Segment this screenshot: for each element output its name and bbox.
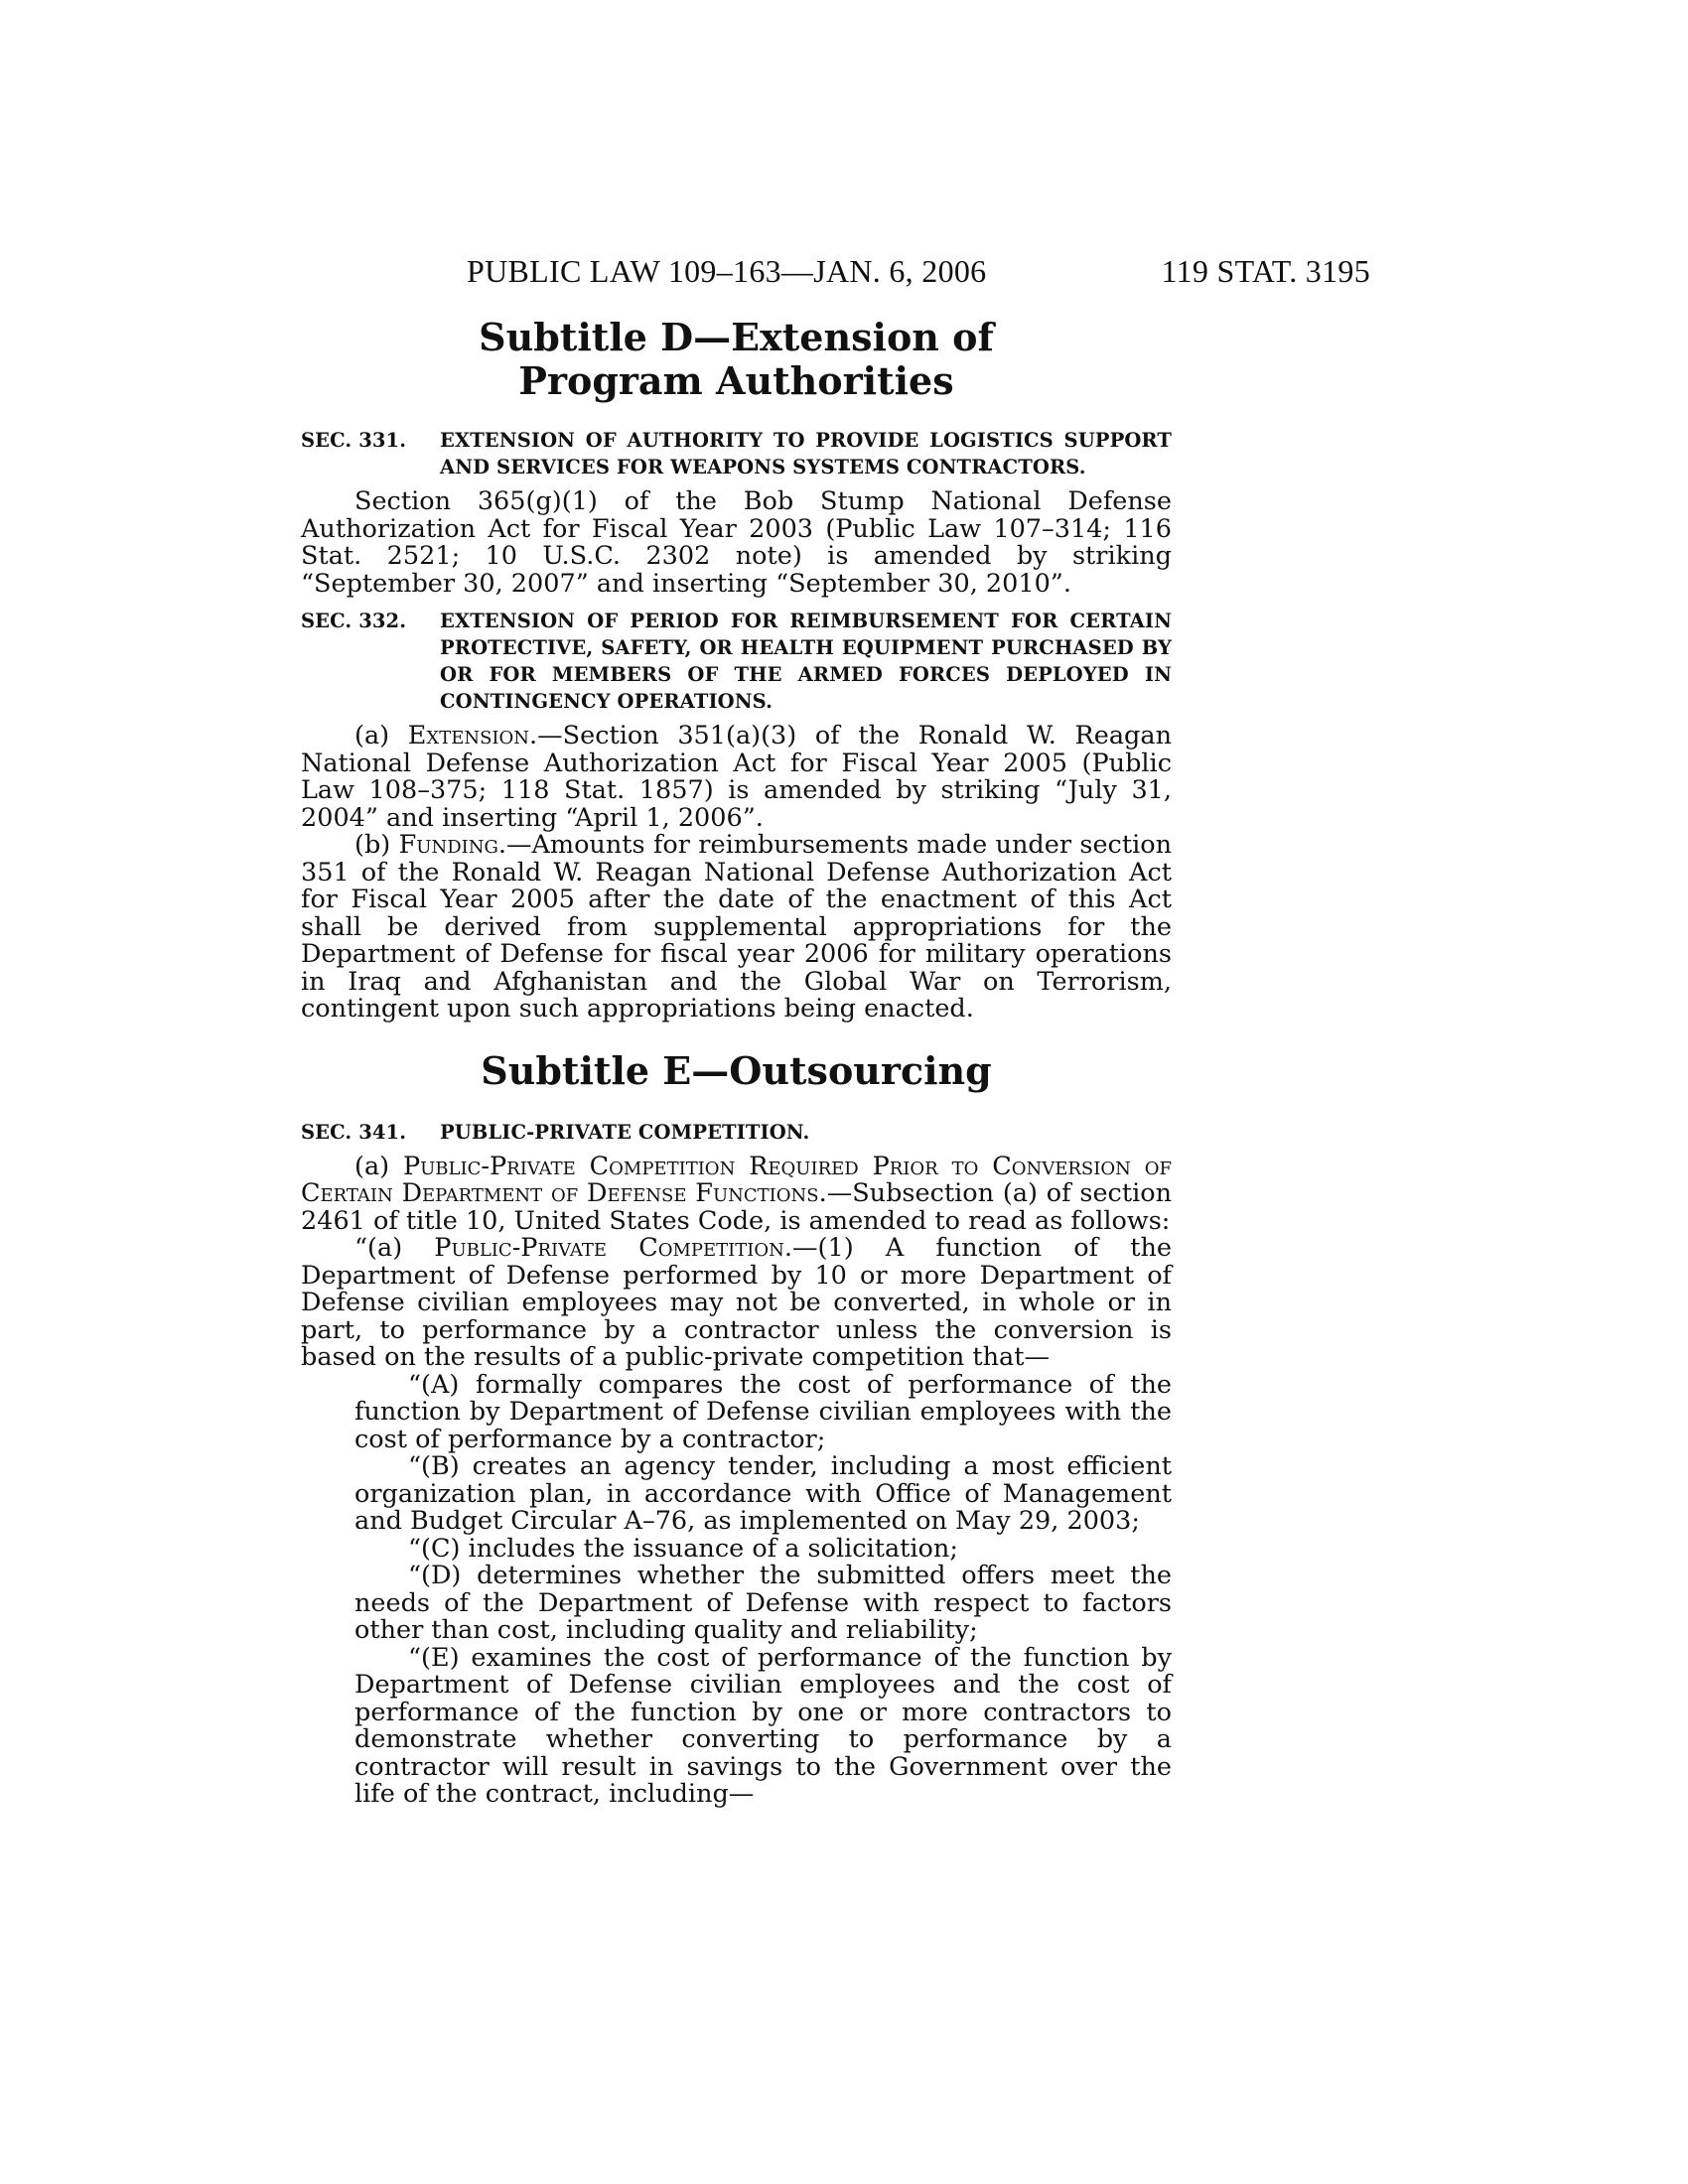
subsection-caption: Funding [398,830,498,860]
subsection-text: .—Amounts for reimbursements made under section 351 of the Ronald W. Reagan National Defense Authorization Act for Fiscal Year 2005 after the date of the enactment of this Act shall be derived from supplemental appropriations for the Department of Defense for fiscal year 2006 for military operations in Iraq and Afghanistan and the Global War on Terrorism, contingent upon such appropriations being enacted. [301,830,1172,1024]
subsection-label: “(a) [354,1233,435,1263]
subtitle-e-heading: Subtitle E—Outsourcing [481,1047,992,1093]
subsection-caption: Public-Private Competition Required Prior to Conversion of Certain Department of Defense Functions [301,1151,1172,1208]
section-heading [301,1119,1172,1146]
clause-e: “(E) examines the cost of performance of the function by Department of Defense civilian employees and the cost of performance of the function by one or more contractors to demonstrate whether converting to performance by a contractor will result in savings to the Government over the life of the contract, including— [354,1642,1172,1809]
clause-b: “(B) creates an agency tender, including a most efficient organization plan, in accordance with Office of Management and Budget Circular A–76, as implemented on May 29, 2003; [354,1451,1172,1536]
clause-c: “(C) includes the issuance of a solicitation; [408,1533,958,1564]
running-head [467,253,1370,293]
section-341 [301,1119,1172,1809]
section-332 [301,608,1172,1024]
subsection-text: .—Section 351(a)(3) of the Ronald W. Reagan National Defense Authorization Act for Fiscal Year 2005 (Public Law 108–375; 118 Stat. 1857) is amended by striking “July 31, 2004” and inserting “April 1, 2006”. [301,721,1172,833]
subsection-caption: Public-Private Competition [434,1233,784,1263]
subsection-b-funding [301,832,1172,1024]
subsection-text: .—Subsection (a) of section 2461 of title 10, United States Code, is amended to read as follows: [301,1178,1172,1236]
subsection-text: .—(1) A function of the Department of Defense performed by 10 or more Department of Defense civilian employees may not be converted, in whole or in part, to performance by a contractor unless the conversion is based on the results of a public-private competition that— [301,1233,1172,1372]
section-heading [301,427,1172,480]
quoted-subsection-a [301,1235,1172,1372]
subsection-label: (b) [354,830,399,860]
subtitle-d-heading: Subtitle D—Extension of Program Authorities [479,315,994,403]
clause-a: “(A) formally compares the cost of performance of the function by Department of Defense civilian employees with the cost of performance by a contractor; [354,1369,1172,1454]
section-title: EXTENSION OF AUTHORITY TO PROVIDE LOGISTICS SUPPORT AND SERVICES FOR WEAPONS SYSTEMS CONTRACTORS. [440,429,1172,478]
section-number: SEC. 332. [301,610,407,632]
subsection-caption: Extension [407,721,530,751]
running-head-title: PUBLIC LAW 109–163—JAN. 6, 2006 [467,253,987,289]
subsection-label: (a) [354,1151,403,1181]
section-number: SEC. 341. [301,1120,407,1144]
section-title: EXTENSION OF PERIOD FOR REIMBURSEMENT FOR CERTAIN PROTECTIVE, SAFETY, OR HEALTH EQUIPMENT PURCHASED BY OR FOR MEMBERS OF THE ARMED FORCES DEPLOYED IN CONTINGENCY OPERATIONS. [440,610,1172,713]
section-title: PUBLIC-PRIVATE COMPETITION. [440,1120,810,1144]
subsection-a [301,1151,1172,1236]
clause-d: “(D) determines whether the submitted offers meet the needs of the Department of Defense with respect to factors other than cost, including quality and reliability; [354,1561,1172,1645]
subsection-a-extension [301,723,1172,832]
section-heading [301,608,1172,715]
section-text: Section 365(g)(1) of the Bob Stump National Defense Authorization Act for Fiscal Year 2003 (Public Law 107–314; 116 Stat. 2521; 10 U.S.C. 2302 note) is amended by striking “September 30, 2007” and inserting “September 30, 2010”. [301,486,1172,599]
document-body [301,316,1172,1809]
section-number: SEC. 331. [301,429,407,452]
statute-page-number: 119 STAT. 3195 [1161,253,1370,289]
section-331 [301,427,1172,598]
subsection-label: (a) [354,721,408,751]
